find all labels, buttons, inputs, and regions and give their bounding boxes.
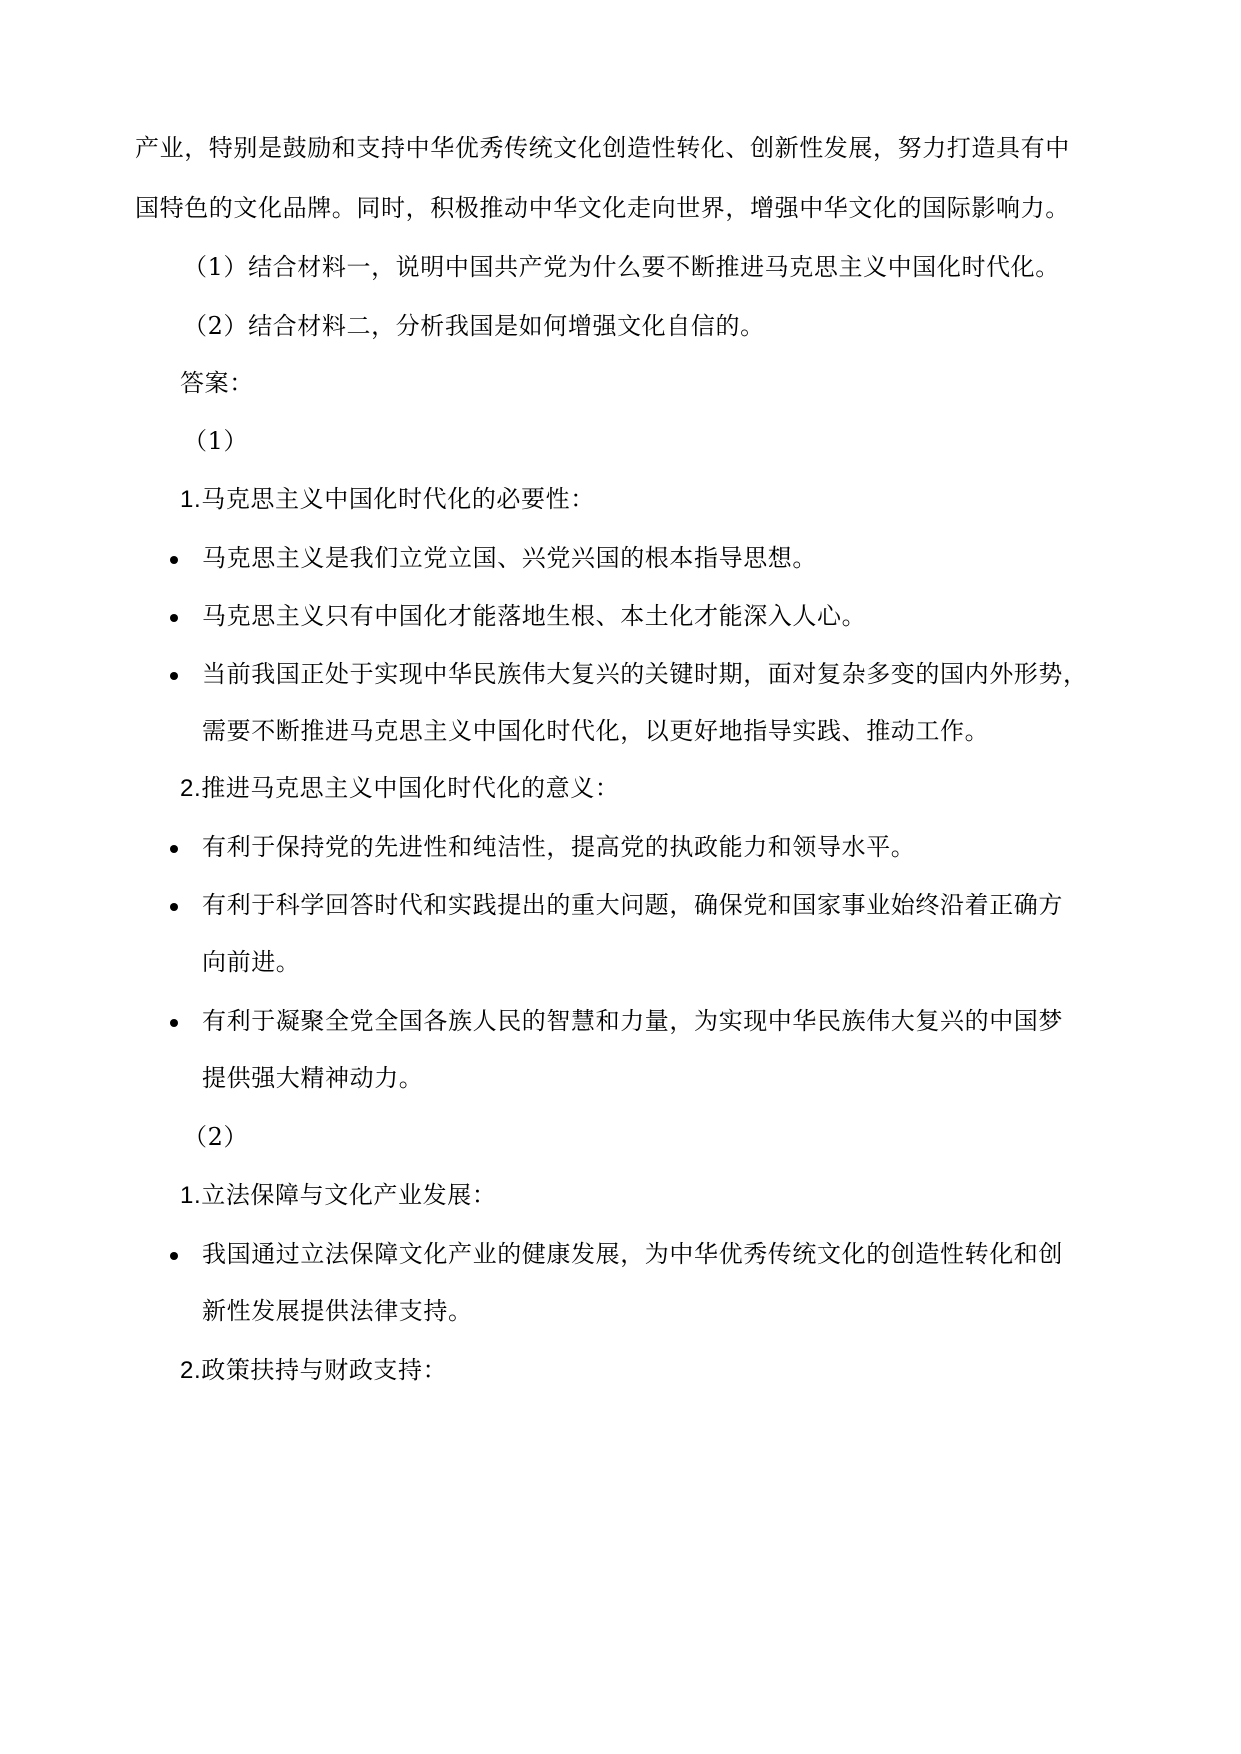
part1-section2-heading	[180, 773, 619, 804]
part1-section1-bullet-3-line-2: 需要不断推进马克思主义中国化时代化，以更好地指导实践、推动工作。	[202, 717, 990, 745]
section-number: 2.	[180, 775, 202, 802]
part2-section1-heading	[180, 1180, 496, 1211]
part2-section1-bullet-1-line-2: 新性发展提供法律支持。	[202, 1297, 473, 1325]
part1-section2-bullet-2-line-1: 有利于科学回答时代和实践提出的重大问题，确保党和国家事业始终沿着正确方	[202, 891, 1063, 919]
section-number: 1.	[180, 1182, 202, 1209]
bullet-dot	[170, 1019, 178, 1027]
part1-section1-heading	[180, 484, 595, 515]
question-2: （2）结合材料二，分析我国是如何增强文化自信的。	[183, 312, 765, 340]
section-number: 2.	[180, 1357, 202, 1384]
part2-label: （2）	[183, 1123, 249, 1151]
part1-section2-bullet-3-line-2: 提供强大精神动力。	[202, 1064, 424, 1092]
part1-section2-bullet-2-line-2: 向前进。	[202, 948, 301, 976]
bullet-dot	[170, 556, 178, 564]
section-heading-text: 马克思主义中国化时代化的必要性：	[201, 485, 595, 513]
bullet-dot	[170, 672, 178, 680]
question-1: （1）结合材料一，说明中国共产党为什么要不断推进马克思主义中国化时代化。	[183, 253, 1060, 281]
part1-section1-bullet-2: 马克思主义只有中国化才能落地生根、本土化才能深入人心。	[202, 602, 867, 630]
section-heading-text: 政策扶持与财政支持：	[201, 1356, 448, 1384]
bullet-dot	[170, 845, 178, 853]
part1-section2-bullet-3-line-1: 有利于凝聚全党全国各族人民的智慧和力量，为实现中华民族伟大复兴的中国梦	[202, 1007, 1063, 1035]
part1-section1-bullet-1: 马克思主义是我们立党立国、兴党兴国的根本指导思想。	[202, 544, 817, 572]
intro-line-1: 产业，特别是鼓励和支持中华优秀传统文化创造性转化、创新性发展，努力打造具有中	[135, 134, 1070, 162]
bullet-dot	[170, 614, 178, 622]
bullet-dot	[170, 903, 178, 911]
answer-label: 答案：	[180, 369, 254, 397]
section-number: 1.	[180, 486, 202, 513]
section-heading-text: 推进马克思主义中国化时代化的意义：	[201, 774, 620, 802]
part2-section2-heading	[180, 1355, 447, 1386]
part1-label: （1）	[183, 427, 249, 455]
part1-section2-bullet-1: 有利于保持党的先进性和纯洁性，提高党的执政能力和领导水平。	[202, 833, 916, 861]
section-heading-text: 立法保障与文化产业发展：	[201, 1181, 497, 1209]
bullet-dot	[170, 1252, 178, 1260]
part2-section1-bullet-1-line-1: 我国通过立法保障文化产业的健康发展，为中华优秀传统文化的创造性转化和创	[202, 1240, 1063, 1268]
intro-line-2: 国特色的文化品牌。同时，积极推动中华文化走向世界，增强中华文化的国际影响力。	[135, 194, 1070, 222]
part1-section1-bullet-3-line-1: 当前我国正处于实现中华民族伟大复兴的关键时期，面对复杂多变的国内外形势，	[202, 660, 1088, 688]
